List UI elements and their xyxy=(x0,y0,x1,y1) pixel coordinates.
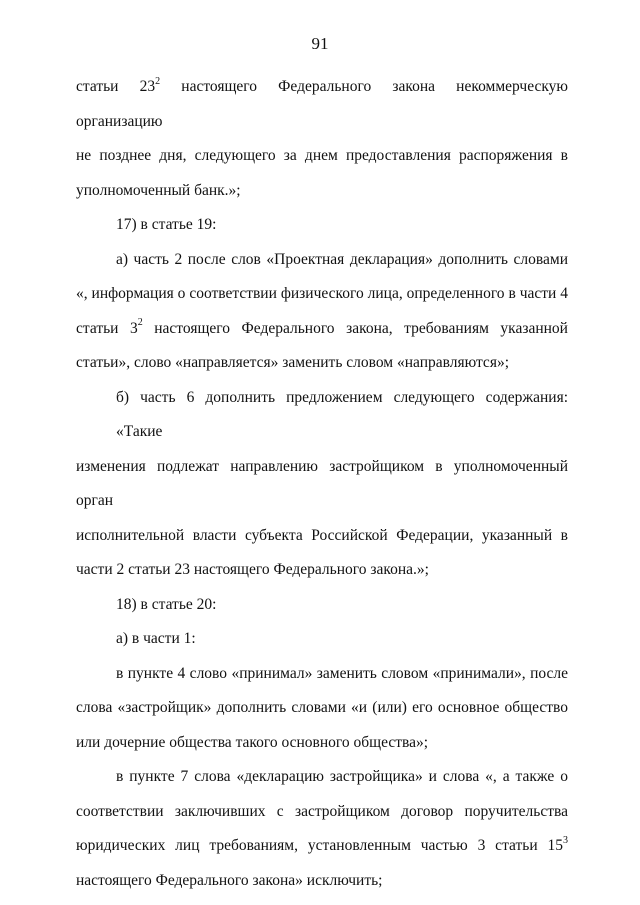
paragraph xyxy=(76,243,568,381)
text-run: б) часть 6 дополнить предложением следующего содержания: «Такие xyxy=(116,388,568,440)
text-line xyxy=(76,795,568,830)
text-run: статьи», слово «направляется» заменить словом «направляются»; xyxy=(76,354,510,371)
text-run: исполнительной власти субъекта Российской Федерации, указанный в xyxy=(76,526,568,544)
text-line xyxy=(76,691,568,726)
text-line xyxy=(76,346,568,381)
text-line xyxy=(76,312,568,347)
text-line xyxy=(76,553,568,588)
text-run: «, информация о соответствии физического лица, определенного в части 4 xyxy=(76,285,568,302)
text-run: статьи 23 xyxy=(76,78,156,95)
text-run: 17) в статье 19: xyxy=(116,216,217,233)
text-line xyxy=(76,381,568,450)
text-run: изменения подлежат направлению застройщиком в уполномоченный орган xyxy=(76,457,568,509)
text-run: а) часть 2 после слов «Проектная декларация» дополнить словами xyxy=(116,250,568,268)
text-line xyxy=(76,519,568,554)
paragraph xyxy=(76,760,568,898)
text-run: настоящего Федерального закона некоммерческую организацию xyxy=(76,78,568,130)
text-line xyxy=(76,139,568,174)
paragraph xyxy=(76,208,568,243)
paragraph xyxy=(76,381,568,588)
text-line xyxy=(76,588,568,623)
text-line xyxy=(76,760,568,795)
text-line xyxy=(76,657,568,692)
text-run: или дочерние общества такого основного общества»; xyxy=(76,733,429,751)
paragraph xyxy=(76,70,568,208)
text-run: статьи 3 xyxy=(76,319,138,337)
text-line xyxy=(76,726,568,761)
text-run: 18) в статье 20: xyxy=(116,595,217,613)
text-run: настоящего Федерального закона, требованиям указанной xyxy=(142,319,568,337)
text-line xyxy=(76,174,568,209)
text-run: части 2 статьи 23 настоящего Федерального закона.»; xyxy=(76,561,429,578)
text-run: соответствии заключивших с застройщиком договор поручительства xyxy=(76,802,568,820)
superscript-number: 3 xyxy=(563,834,568,846)
text-line xyxy=(76,622,568,657)
page-number: 91 xyxy=(311,34,329,53)
superscript-number: 2 xyxy=(137,317,143,329)
text-run: в пункте 4 слово «принимал» заменить словом «принимали», после xyxy=(116,664,568,682)
text-line xyxy=(76,243,568,278)
text-run: а) в части 1: xyxy=(116,630,196,647)
text-run: настоящего Федерального закона» исключить; xyxy=(76,871,383,889)
paragraph xyxy=(76,657,568,761)
text-line xyxy=(76,450,568,519)
paragraph xyxy=(76,588,568,623)
text-line xyxy=(76,70,568,139)
text-line xyxy=(76,864,568,899)
text-run: не позднее дня, следующего за днем предоставления распоряжения в xyxy=(76,147,568,164)
text-run: уполномоченный банк.»; xyxy=(76,181,241,199)
text-run: слова «застройщик» дополнить словами «и (или) его основное общество xyxy=(76,699,568,716)
text-line xyxy=(76,829,568,864)
document-body xyxy=(76,70,568,898)
text-run: в пункте 7 слова «декларацию застройщика» и слова «, а также о xyxy=(116,768,568,785)
superscript-number: 2 xyxy=(155,75,161,87)
text-line xyxy=(76,277,568,312)
text-run: юридических лиц требованиям, установленным частью 3 статьи 15 xyxy=(76,837,563,854)
paragraph xyxy=(76,622,568,657)
text-line xyxy=(76,208,568,243)
